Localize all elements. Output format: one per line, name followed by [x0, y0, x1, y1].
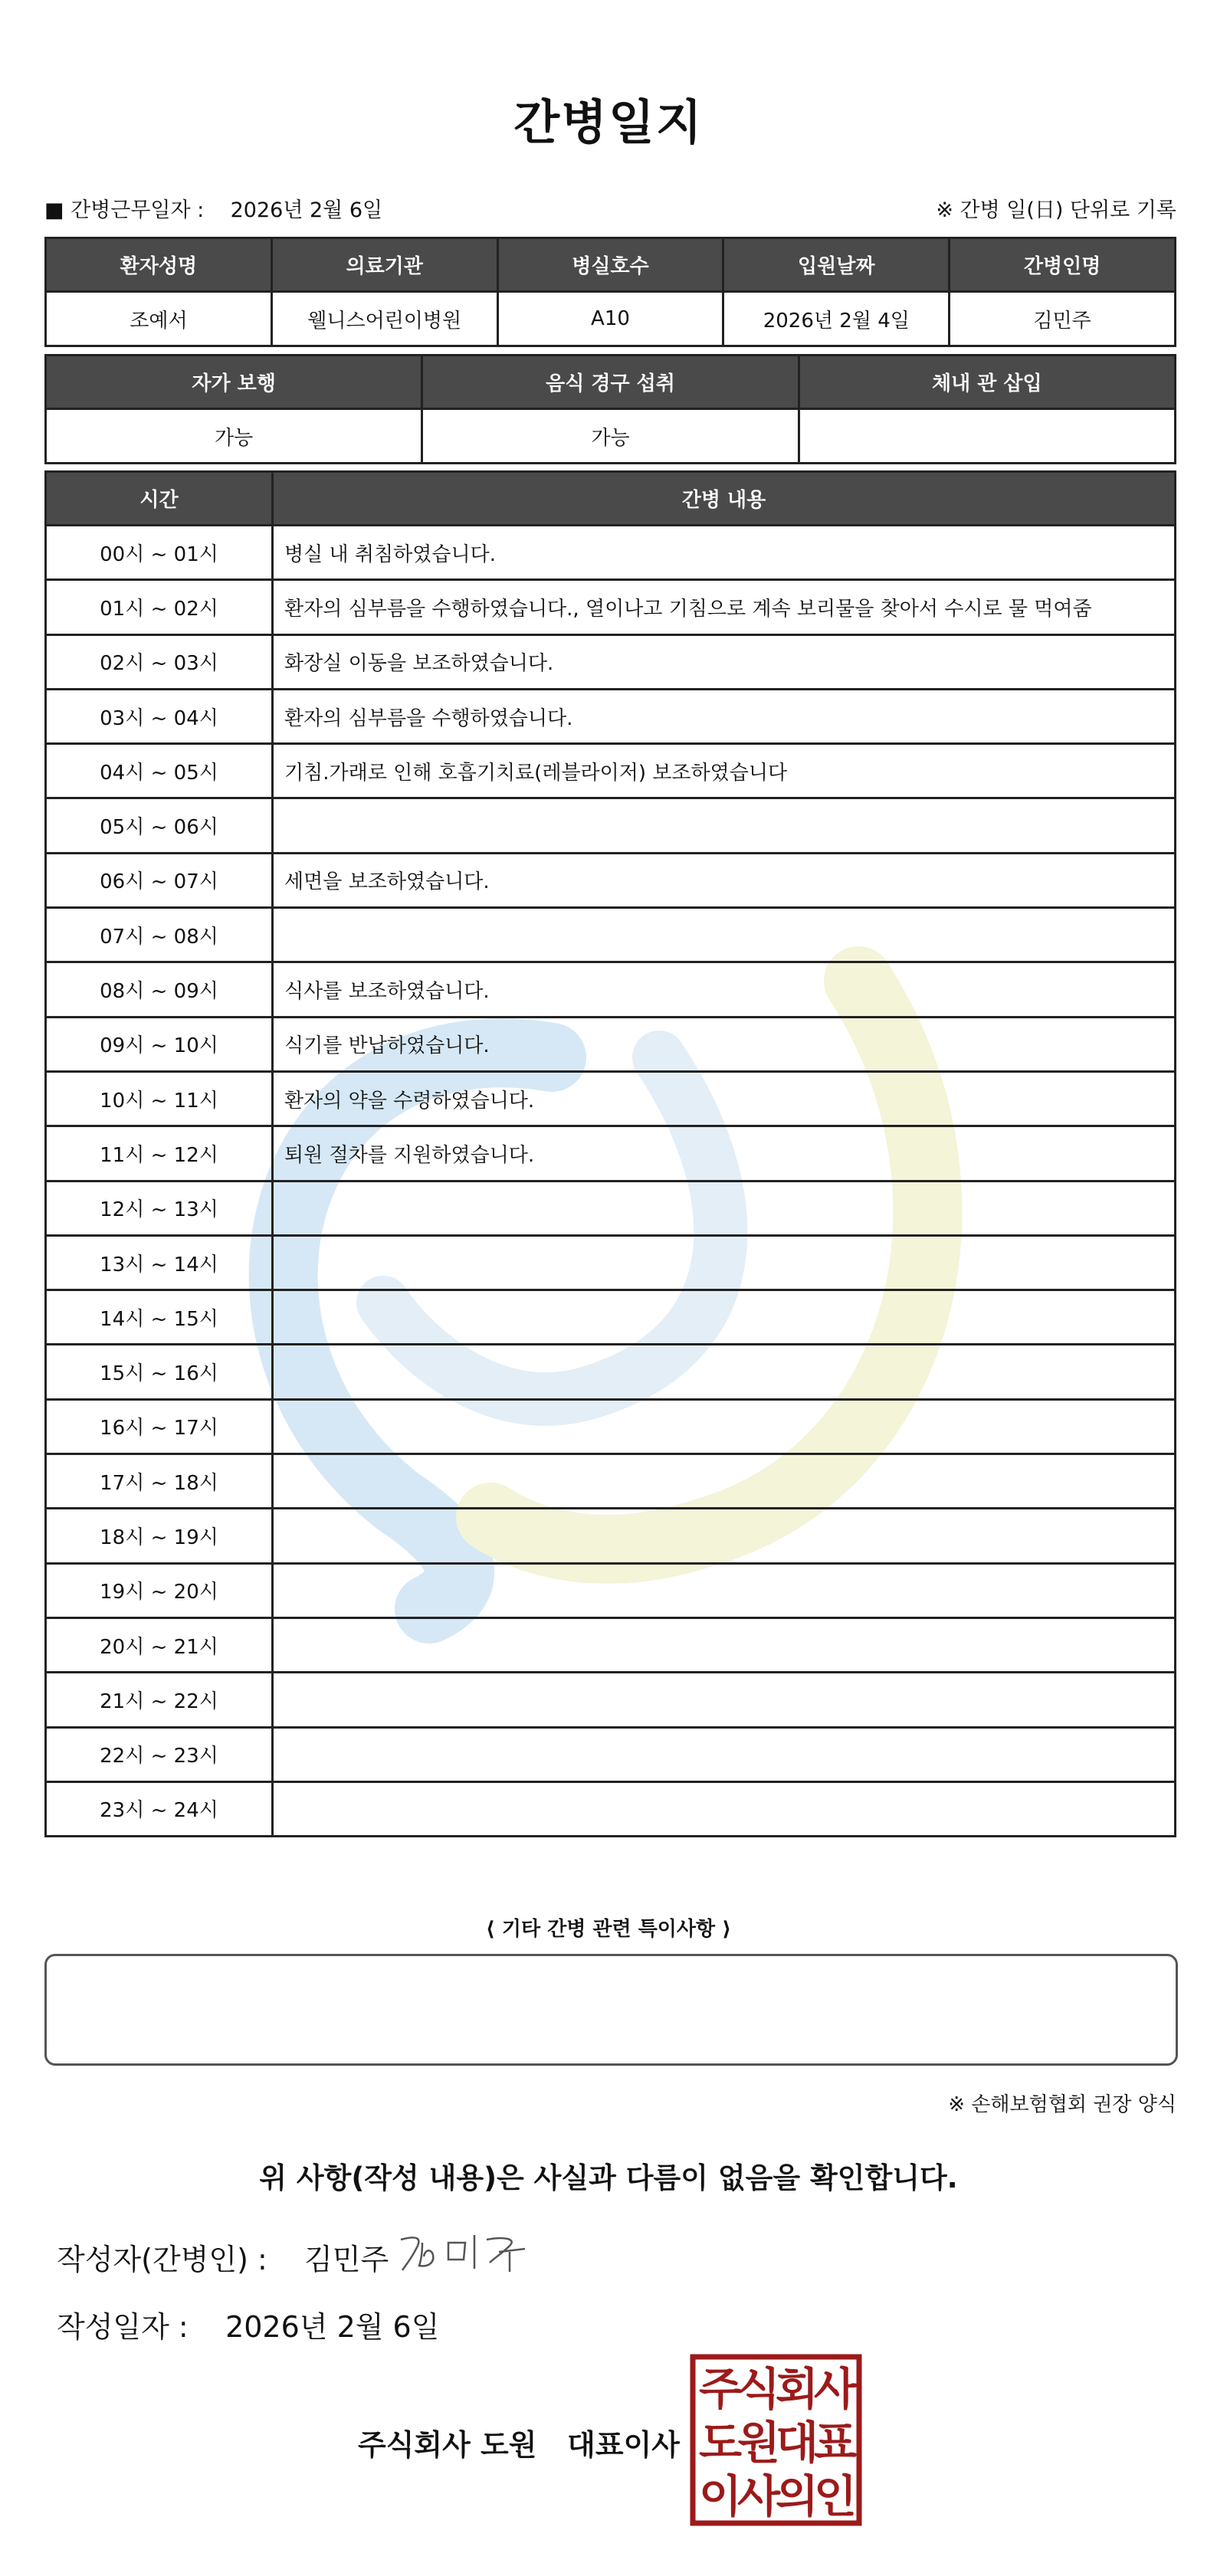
- care-content: 세면을 보조하였습니다.: [273, 853, 1176, 907]
- header-oral-intake: 음식 경구 섭취: [422, 356, 799, 409]
- time-slot: 04시 ~ 05시: [46, 744, 273, 798]
- insurance-note: ※ 손해보험협회 권장 양식: [948, 2093, 1176, 2116]
- care-content: 환자의 약을 수령하였습니다.: [273, 1071, 1176, 1126]
- time-slot: 18시 ~ 19시: [46, 1509, 273, 1563]
- table-row: [46, 526, 1176, 580]
- header-patient-name: 환자성명: [46, 238, 272, 292]
- table-row: [46, 1235, 1176, 1290]
- tube-value: [799, 409, 1175, 464]
- table-row: [46, 1673, 1176, 1727]
- header-content: 간병 내용: [273, 472, 1176, 526]
- time-slot: 01시 ~ 02시: [46, 580, 273, 634]
- table-row: [46, 1071, 1176, 1126]
- table-row: [46, 1017, 1176, 1071]
- care-content: [273, 1235, 1176, 1290]
- time-slot: 07시 ~ 08시: [46, 908, 273, 962]
- care-content: [273, 1345, 1176, 1399]
- handwritten-signature: [395, 2226, 540, 2279]
- care-content: [273, 908, 1176, 962]
- table-row: [46, 908, 1176, 962]
- time-slot: 23시 ~ 24시: [46, 1781, 273, 1836]
- admission-date: 2026년 2월 4일: [723, 292, 950, 346]
- svg-text:의: 의: [775, 2470, 819, 2522]
- care-content: 병실 내 취침하였습니다.: [273, 526, 1176, 580]
- table-row: [46, 1781, 1176, 1836]
- table-row: [46, 1399, 1176, 1454]
- table-row: [46, 853, 1176, 907]
- care-content: 퇴원 절차를 지원하였습니다.: [273, 1126, 1176, 1181]
- work-date: [44, 193, 382, 223]
- work-date-label: ■ 간병근무일자 :: [44, 198, 205, 222]
- care-content: [273, 1617, 1176, 1672]
- time-slot: 15시 ~ 16시: [46, 1345, 273, 1399]
- time-slot: 11시 ~ 12시: [46, 1126, 273, 1181]
- notes-box: [44, 1954, 1178, 2066]
- care-content: 환자의 심부름을 수행하였습니다., 열이나고 기침으로 계속 보리물을 찾아서 수시로 물 먹여줌: [273, 580, 1176, 634]
- header-tube: 체내 관 삽입: [799, 356, 1175, 409]
- table-row: [46, 1727, 1176, 1781]
- svg-text:이: 이: [698, 2470, 743, 2522]
- care-content: 기침.가래로 인해 호흡기치료(레블라이저) 보조하였습니다: [273, 744, 1176, 798]
- table-row: [46, 1181, 1176, 1235]
- time-slot: 13시 ~ 14시: [46, 1235, 273, 1290]
- svg-text:식: 식: [736, 2363, 781, 2415]
- care-content: [273, 1290, 1176, 1345]
- oral-intake-value: 가능: [422, 409, 799, 464]
- time-slot: 08시 ~ 09시: [46, 962, 273, 1017]
- svg-text:회: 회: [775, 2363, 819, 2415]
- table-row: [46, 1345, 1176, 1399]
- writer-label: 작성자(간병인) :: [57, 2243, 267, 2276]
- svg-text:도: 도: [698, 2417, 743, 2469]
- writer-line: [57, 2236, 389, 2278]
- time-slot: 02시 ~ 03시: [46, 634, 273, 689]
- table-row: [46, 1509, 1176, 1563]
- care-log-body: [46, 526, 1176, 1837]
- hospital: 웰니스어린이병원: [271, 292, 497, 346]
- care-content: [273, 1563, 1176, 1617]
- care-content: [273, 1181, 1176, 1235]
- writer-name: 김민주: [304, 2243, 389, 2276]
- time-slot: 12시 ~ 13시: [46, 1181, 273, 1235]
- care-content: 식사를 보조하였습니다.: [273, 962, 1176, 1017]
- svg-text:사: 사: [813, 2363, 858, 2415]
- record-note: ※ 간병 일(日) 단위로 기록: [936, 198, 1176, 222]
- time-slot: 10시 ~ 11시: [46, 1071, 273, 1126]
- notes-title: ⟨ 기타 간병 관련 특이사항 ⟩: [485, 1918, 732, 1941]
- care-content: [273, 1454, 1176, 1509]
- header-walking: 자가 보행: [46, 356, 422, 409]
- time-slot: 06시 ~ 07시: [46, 853, 273, 907]
- care-content: [273, 1399, 1176, 1454]
- ability-table: [44, 354, 1176, 464]
- time-slot: 03시 ~ 04시: [46, 689, 273, 743]
- room-number: A10: [497, 292, 723, 346]
- svg-text:대: 대: [775, 2417, 819, 2469]
- caregiver-name: 김민주: [950, 292, 1176, 346]
- patient-name: 조예서: [46, 292, 272, 346]
- care-content: [273, 798, 1176, 853]
- care-content: 화장실 이동을 보조하였습니다.: [273, 634, 1176, 689]
- care-content: [273, 1781, 1176, 1836]
- table-row: [46, 1454, 1176, 1509]
- work-date-value: 2026년 2월 6일: [230, 198, 383, 222]
- table-row: [46, 962, 1176, 1017]
- table-row: [46, 689, 1176, 743]
- table-row: [46, 1617, 1176, 1672]
- svg-text:주: 주: [698, 2363, 743, 2415]
- written-date-value: 2026년 2월 6일: [225, 2310, 440, 2344]
- header-time: 시간: [46, 472, 273, 526]
- meta-row: [44, 193, 1176, 224]
- care-content: [273, 1673, 1176, 1727]
- time-slot: 00시 ~ 01시: [46, 526, 273, 580]
- svg-text:사: 사: [736, 2470, 781, 2522]
- svg-text:원: 원: [736, 2417, 781, 2469]
- time-slot: 05시 ~ 06시: [46, 798, 273, 853]
- table-row: [46, 1126, 1176, 1181]
- time-slot: 22시 ~ 23시: [46, 1727, 273, 1781]
- header-caregiver: 간병인명: [950, 238, 1176, 292]
- company-representative: 주식회사 도원 대표이사: [358, 2428, 680, 2462]
- time-slot: 21시 ~ 22시: [46, 1673, 273, 1727]
- care-content: 환자의 심부름을 수행하였습니다.: [273, 689, 1176, 743]
- table-row: [46, 580, 1176, 634]
- header-hospital: 의료기관: [271, 238, 497, 292]
- company-seal: [690, 2354, 862, 2526]
- care-content: 식기를 반납하였습니다.: [273, 1017, 1176, 1071]
- confirm-statement: 위 사항(작성 내용)은 사실과 다름이 없음을 확인합니다.: [259, 2161, 958, 2194]
- table-row: [46, 1563, 1176, 1617]
- time-slot: 16시 ~ 17시: [46, 1399, 273, 1454]
- time-slot: 20시 ~ 21시: [46, 1617, 273, 1672]
- walking-value: 가능: [46, 409, 422, 464]
- patient-info-table: [44, 237, 1176, 347]
- header-admission-date: 입원날짜: [723, 238, 950, 292]
- time-slot: 09시 ~ 10시: [46, 1017, 273, 1071]
- written-date-label: 작성일자 :: [57, 2310, 189, 2344]
- table-row: [46, 634, 1176, 689]
- time-slot: 19시 ~ 20시: [46, 1563, 273, 1617]
- time-slot: 14시 ~ 15시: [46, 1290, 273, 1345]
- table-row: [46, 744, 1176, 798]
- svg-text:표: 표: [813, 2417, 858, 2469]
- care-log-table: [44, 470, 1176, 1837]
- svg-text:인: 인: [813, 2470, 858, 2522]
- written-date-line: [57, 2303, 439, 2345]
- page-title: 간병일지: [513, 94, 704, 150]
- header-room: 병실호수: [497, 238, 723, 292]
- care-content: [273, 1727, 1176, 1781]
- time-slot: 17시 ~ 18시: [46, 1454, 273, 1509]
- table-row: [46, 798, 1176, 853]
- table-row: [46, 1290, 1176, 1345]
- care-content: [273, 1509, 1176, 1563]
